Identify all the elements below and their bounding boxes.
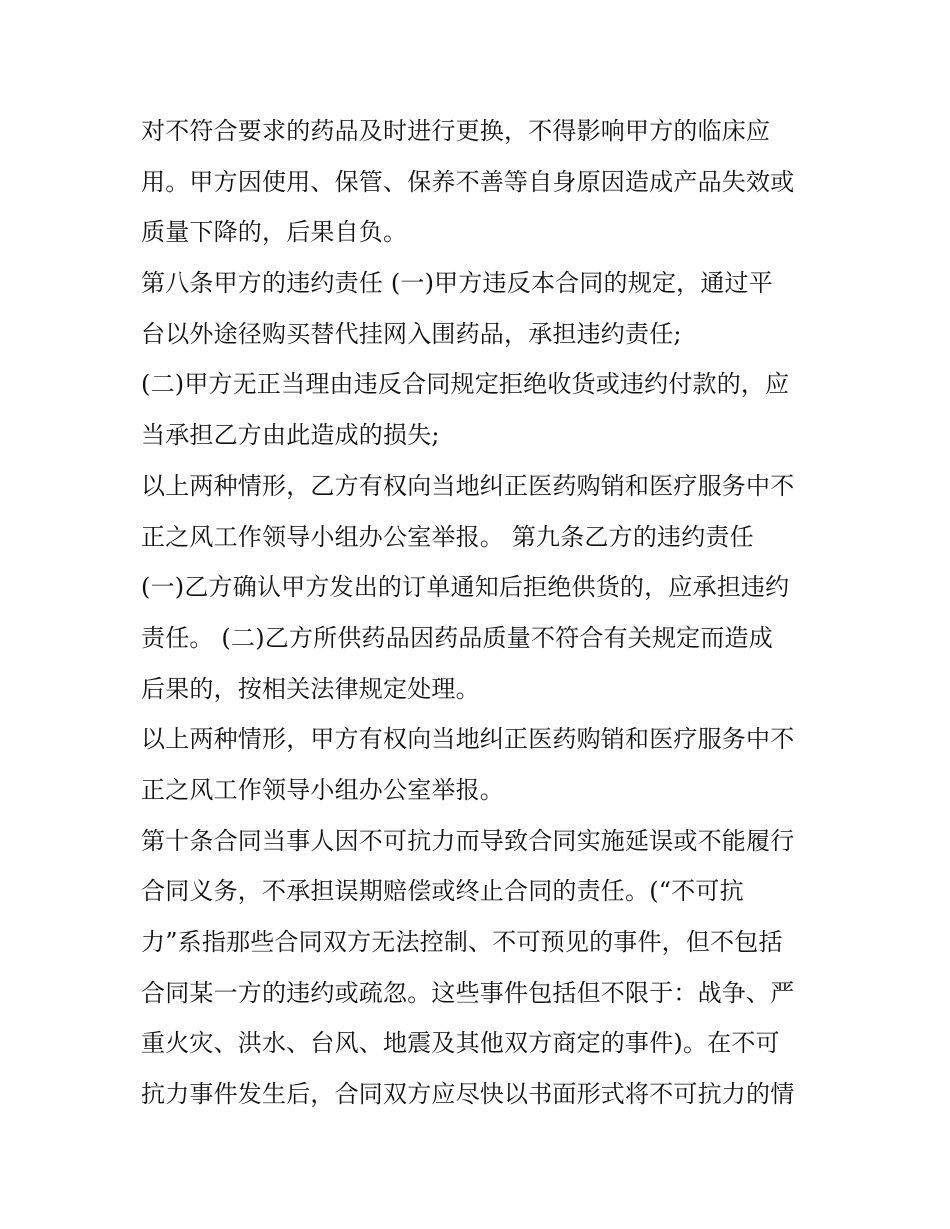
text-line: 正之风工作领导小组办公室举报。 [141, 775, 504, 804]
text-line: 用。甲方因使用、保管、保养不善等自身原因造成产品失效或 [141, 167, 795, 196]
text-line: (二)甲方无正当理由违反合同规定拒绝收货或违约付款的，应 [141, 370, 790, 399]
text-line: 责任。 (二)乙方所供药品因药品质量不符合有关规定而造成 [141, 623, 773, 652]
text-line: 对不符合要求的药品及时进行更换，不得影响甲方的临床应 [141, 117, 771, 145]
text-line: 后果的，按相关法律规定处理。 [141, 674, 480, 703]
text-line: 以上两种情形，乙方有权向当地纠正医药购销和医疗服务中不 [141, 471, 795, 500]
text-line: 力”系指那些合同双方无法控制、不可预见的事件，但不包括 [141, 928, 783, 956]
text-line: 以上两种情形，甲方有权向当地纠正医药购销和医疗服务中不 [141, 725, 795, 754]
text-line: 第十条合同当事人因不可抗力而导致合同实施延误或不能履行 [141, 826, 795, 855]
text-line: 当承担乙方由此造成的损失; [141, 421, 440, 450]
text-line: 第八条甲方的违约责任 (一)甲方违反本合同的规定，通过平 [141, 269, 773, 298]
text-line: 台以外途径购买替代挂网入围药品，承担违约责任; [141, 319, 682, 348]
text-line: 正之风工作领导小组办公室举报。 第九条乙方的违约责任 [141, 522, 754, 551]
text-line: 合同某一方的违约或疏忽。这些事件包括但不限于：战争、严 [141, 978, 795, 1007]
text-line: 重火灾、洪水、台风、地震及其他双方商定的事件)。在不可 [141, 1029, 780, 1058]
contract-text-body [141, 106, 831, 1120]
text-line: 抗力事件发生后，合同双方应尽快以书面形式将不可抗力的情 [141, 1080, 795, 1109]
text-line: (一)乙方确认甲方发出的订单通知后拒绝供货的，应承担违约 [141, 573, 790, 602]
text-line: 质量下降的，后果自负。 [141, 218, 408, 247]
text-line: 合同义务，不承担误期赔偿或终止合同的责任。(“不可抗 [141, 877, 744, 906]
